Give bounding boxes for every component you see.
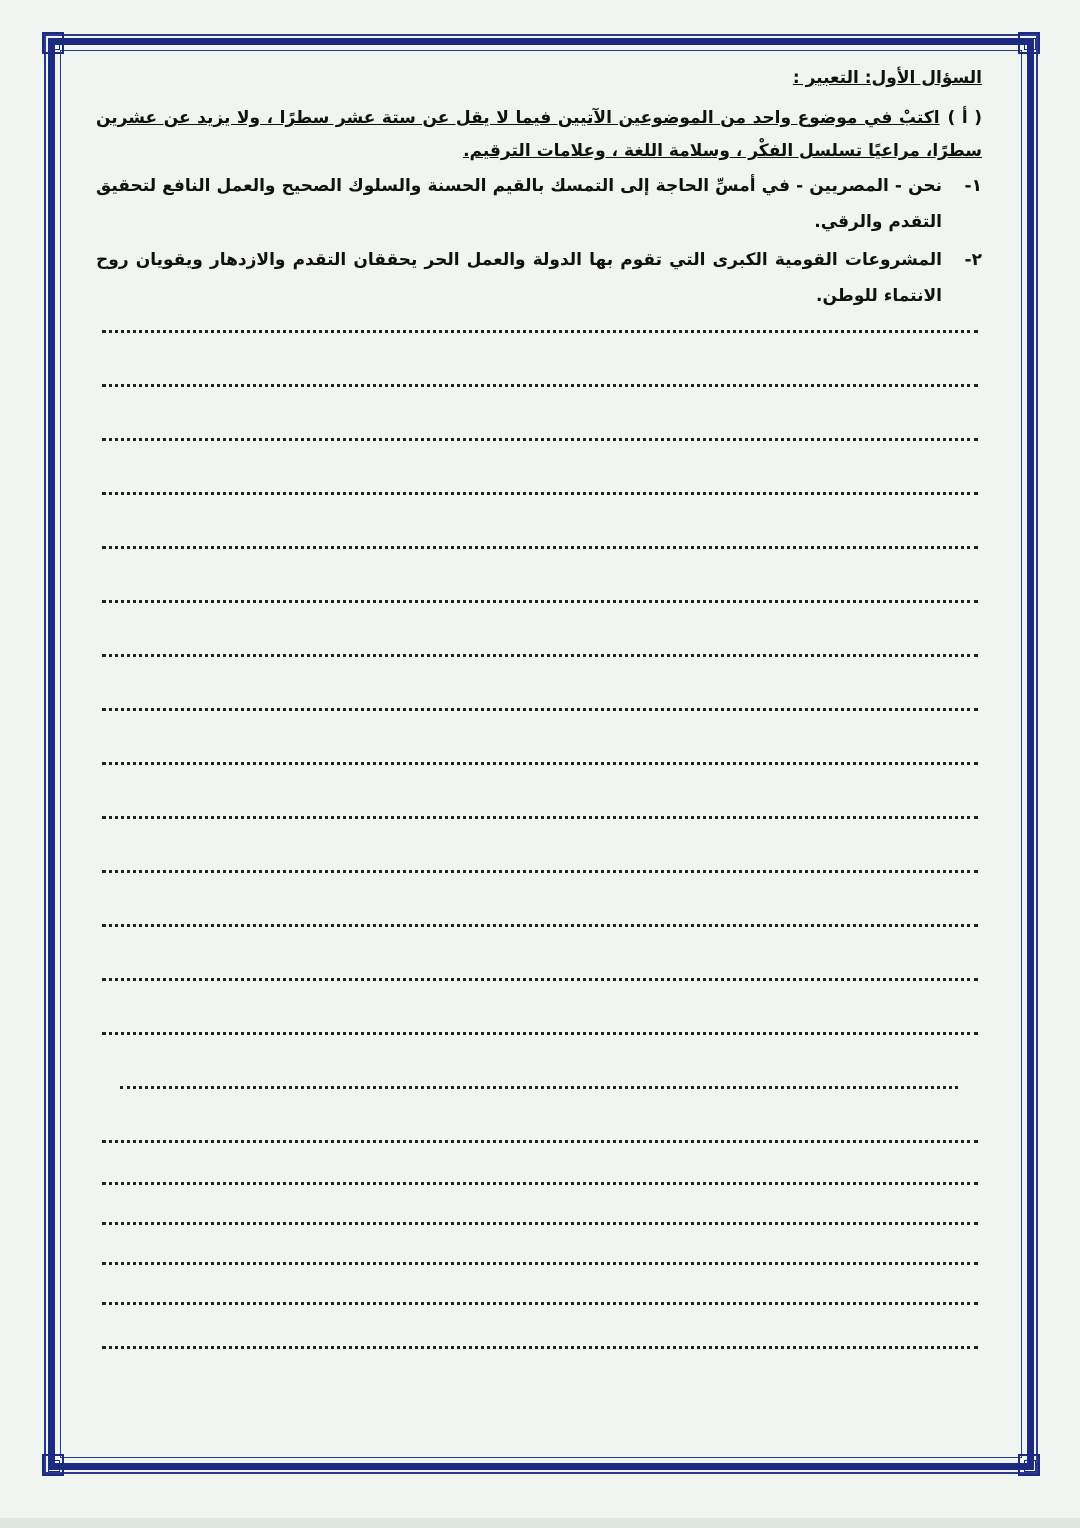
writing-line[interactable]: [102, 438, 978, 441]
writing-line[interactable]: [102, 1346, 978, 1349]
topic-number: ١-: [964, 176, 982, 196]
writing-line[interactable]: [102, 762, 978, 765]
frame-corner-ornament: [1018, 32, 1040, 54]
bottom-strip: [0, 1518, 1080, 1528]
writing-line[interactable]: [102, 546, 978, 549]
question-instruction: [96, 102, 982, 168]
writing-line[interactable]: [102, 1302, 978, 1305]
writing-line[interactable]: [102, 1262, 978, 1265]
topic-number: ٢-: [964, 250, 982, 270]
frame-corner-ornament: [42, 32, 64, 54]
writing-line[interactable]: [102, 654, 978, 657]
writing-line[interactable]: [102, 492, 978, 495]
topic-text: المشروعات القومية الكبرى التي تقوم بها الدولة والعمل الحر يحققان التقدم والازدهار ويقويان روح الانتماء للوطن.: [96, 250, 942, 306]
question-title: السؤال الأول: التعبير :: [792, 68, 982, 88]
part-label: ( أ ): [947, 108, 983, 128]
topic-item: [96, 168, 982, 240]
writing-line[interactable]: [102, 1222, 978, 1225]
frame-corner-ornament: [1018, 1454, 1040, 1476]
writing-line[interactable]: [102, 708, 978, 711]
writing-line[interactable]: [102, 1182, 978, 1185]
writing-line[interactable]: [102, 1032, 978, 1035]
writing-line[interactable]: [120, 1086, 958, 1089]
writing-line[interactable]: [102, 330, 978, 333]
writing-line[interactable]: [102, 978, 978, 981]
topic-text: نحن - المصريين - في أمسِّ الحاجة إلى التمسك بالقيم الحسنة والسلوك الصحيح والعمل النافع لتحقيق التقدم والرقي.: [96, 176, 942, 232]
writing-line[interactable]: [102, 384, 978, 387]
frame-corner-ornament: [42, 1454, 64, 1476]
writing-line[interactable]: [102, 924, 978, 927]
writing-line[interactable]: [102, 870, 978, 873]
instruction-text: اكتبْ في موضوع واحد من الموضوعين الآتيين فيما لا يقل عن ستة عشر سطرًا ، ولا يزيد عن عشرين سطرًا، مراعيًا تسلسل الفكْر ، وسلامة اللغة ، وعلامات الترقيم.: [96, 108, 982, 161]
writing-line[interactable]: [102, 816, 978, 819]
writing-line[interactable]: [102, 600, 978, 603]
topic-item: [96, 242, 982, 314]
writing-line[interactable]: [102, 1140, 978, 1143]
